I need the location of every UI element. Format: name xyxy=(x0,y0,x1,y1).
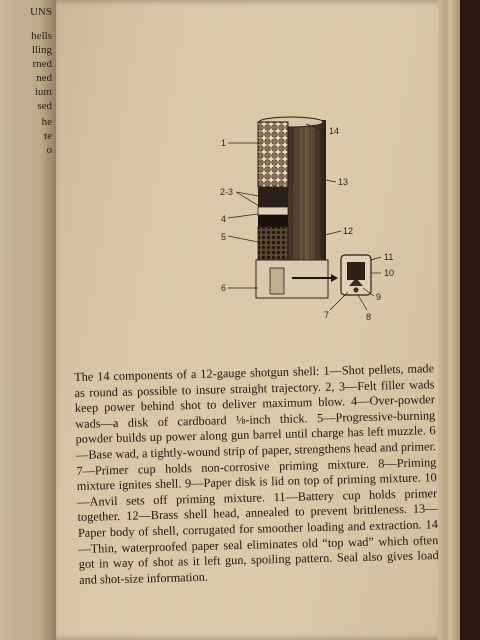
callout-13: 13 xyxy=(338,177,349,187)
facing-page-text: sed xyxy=(37,100,52,112)
callout-14: 14 xyxy=(329,126,340,136)
facing-page-text: o xyxy=(46,144,52,156)
facing-page-text: lling xyxy=(31,44,52,56)
callout-7: 7 xyxy=(324,310,330,320)
callout-2-3: 2-3 xyxy=(220,187,234,197)
callout-10: 10 xyxy=(384,268,395,278)
arrow-icon xyxy=(331,274,338,282)
shotgun-shell-diagram xyxy=(166,110,416,340)
primer xyxy=(270,268,284,294)
felt-filler-wads xyxy=(258,187,288,207)
callout-12: 12 xyxy=(343,226,354,236)
facing-page-text: te xyxy=(44,130,52,142)
shot-pellets xyxy=(258,122,288,187)
facing-page-text: ium xyxy=(34,86,52,98)
page-stack-edge xyxy=(438,0,460,640)
callout-6: 6 xyxy=(221,283,227,293)
callout-5: 5 xyxy=(221,232,227,242)
callout-11: 11 xyxy=(384,252,394,262)
facing-page-text: ned xyxy=(36,72,52,84)
cardboard-wad xyxy=(258,215,288,227)
callout-4: 4 xyxy=(221,214,227,224)
over-powder-wad xyxy=(258,207,288,215)
figure-caption xyxy=(74,361,439,588)
facing-page-text: hells xyxy=(31,30,52,42)
facing-page-text: rned xyxy=(32,58,52,70)
callout-8: 8 xyxy=(366,312,372,322)
callout-1: 1 xyxy=(221,138,227,148)
book-page xyxy=(56,0,460,640)
primer-detail xyxy=(341,255,371,295)
callout-9: 9 xyxy=(376,292,382,302)
facing-page xyxy=(0,0,58,640)
facing-page-text: he xyxy=(41,116,52,128)
facing-page-text: UNS xyxy=(29,6,52,18)
caption-text: The 14 components of a 12-gauge shotgun shell: 1—Shot pellets, made as round as possible to insure straight trajectory. 2, 3—Felt filler wads keep power behind shot to deliver maximum blow. 4—Over-powder wads—a disk of cardboard ⅛-inch thick. 5—Progressive-burning powder builds up power along gun barrel until charge has left muzzle. 6—Base wad, a tightly-wound strip of paper, strengthens head and primer. 7—Primer cup holds non-corrosive priming mixture. 8—Priming mixture ignites shell. 9—Paper disk is lid on top of priming mixture. 10—Anvil sets off priming mixture. 11—Battery cup holds primer together. 12—Brass shell head, annealed to prevent brittleness. 13—Paper body of shell, corrugated for smoother loading and extraction. 14—Thin, waterproofed paper seal eliminates old “top wad” which often got in way of shot as it left gun, spoiling pattern. Seal also gives load and shot-size information. xyxy=(74,361,439,587)
